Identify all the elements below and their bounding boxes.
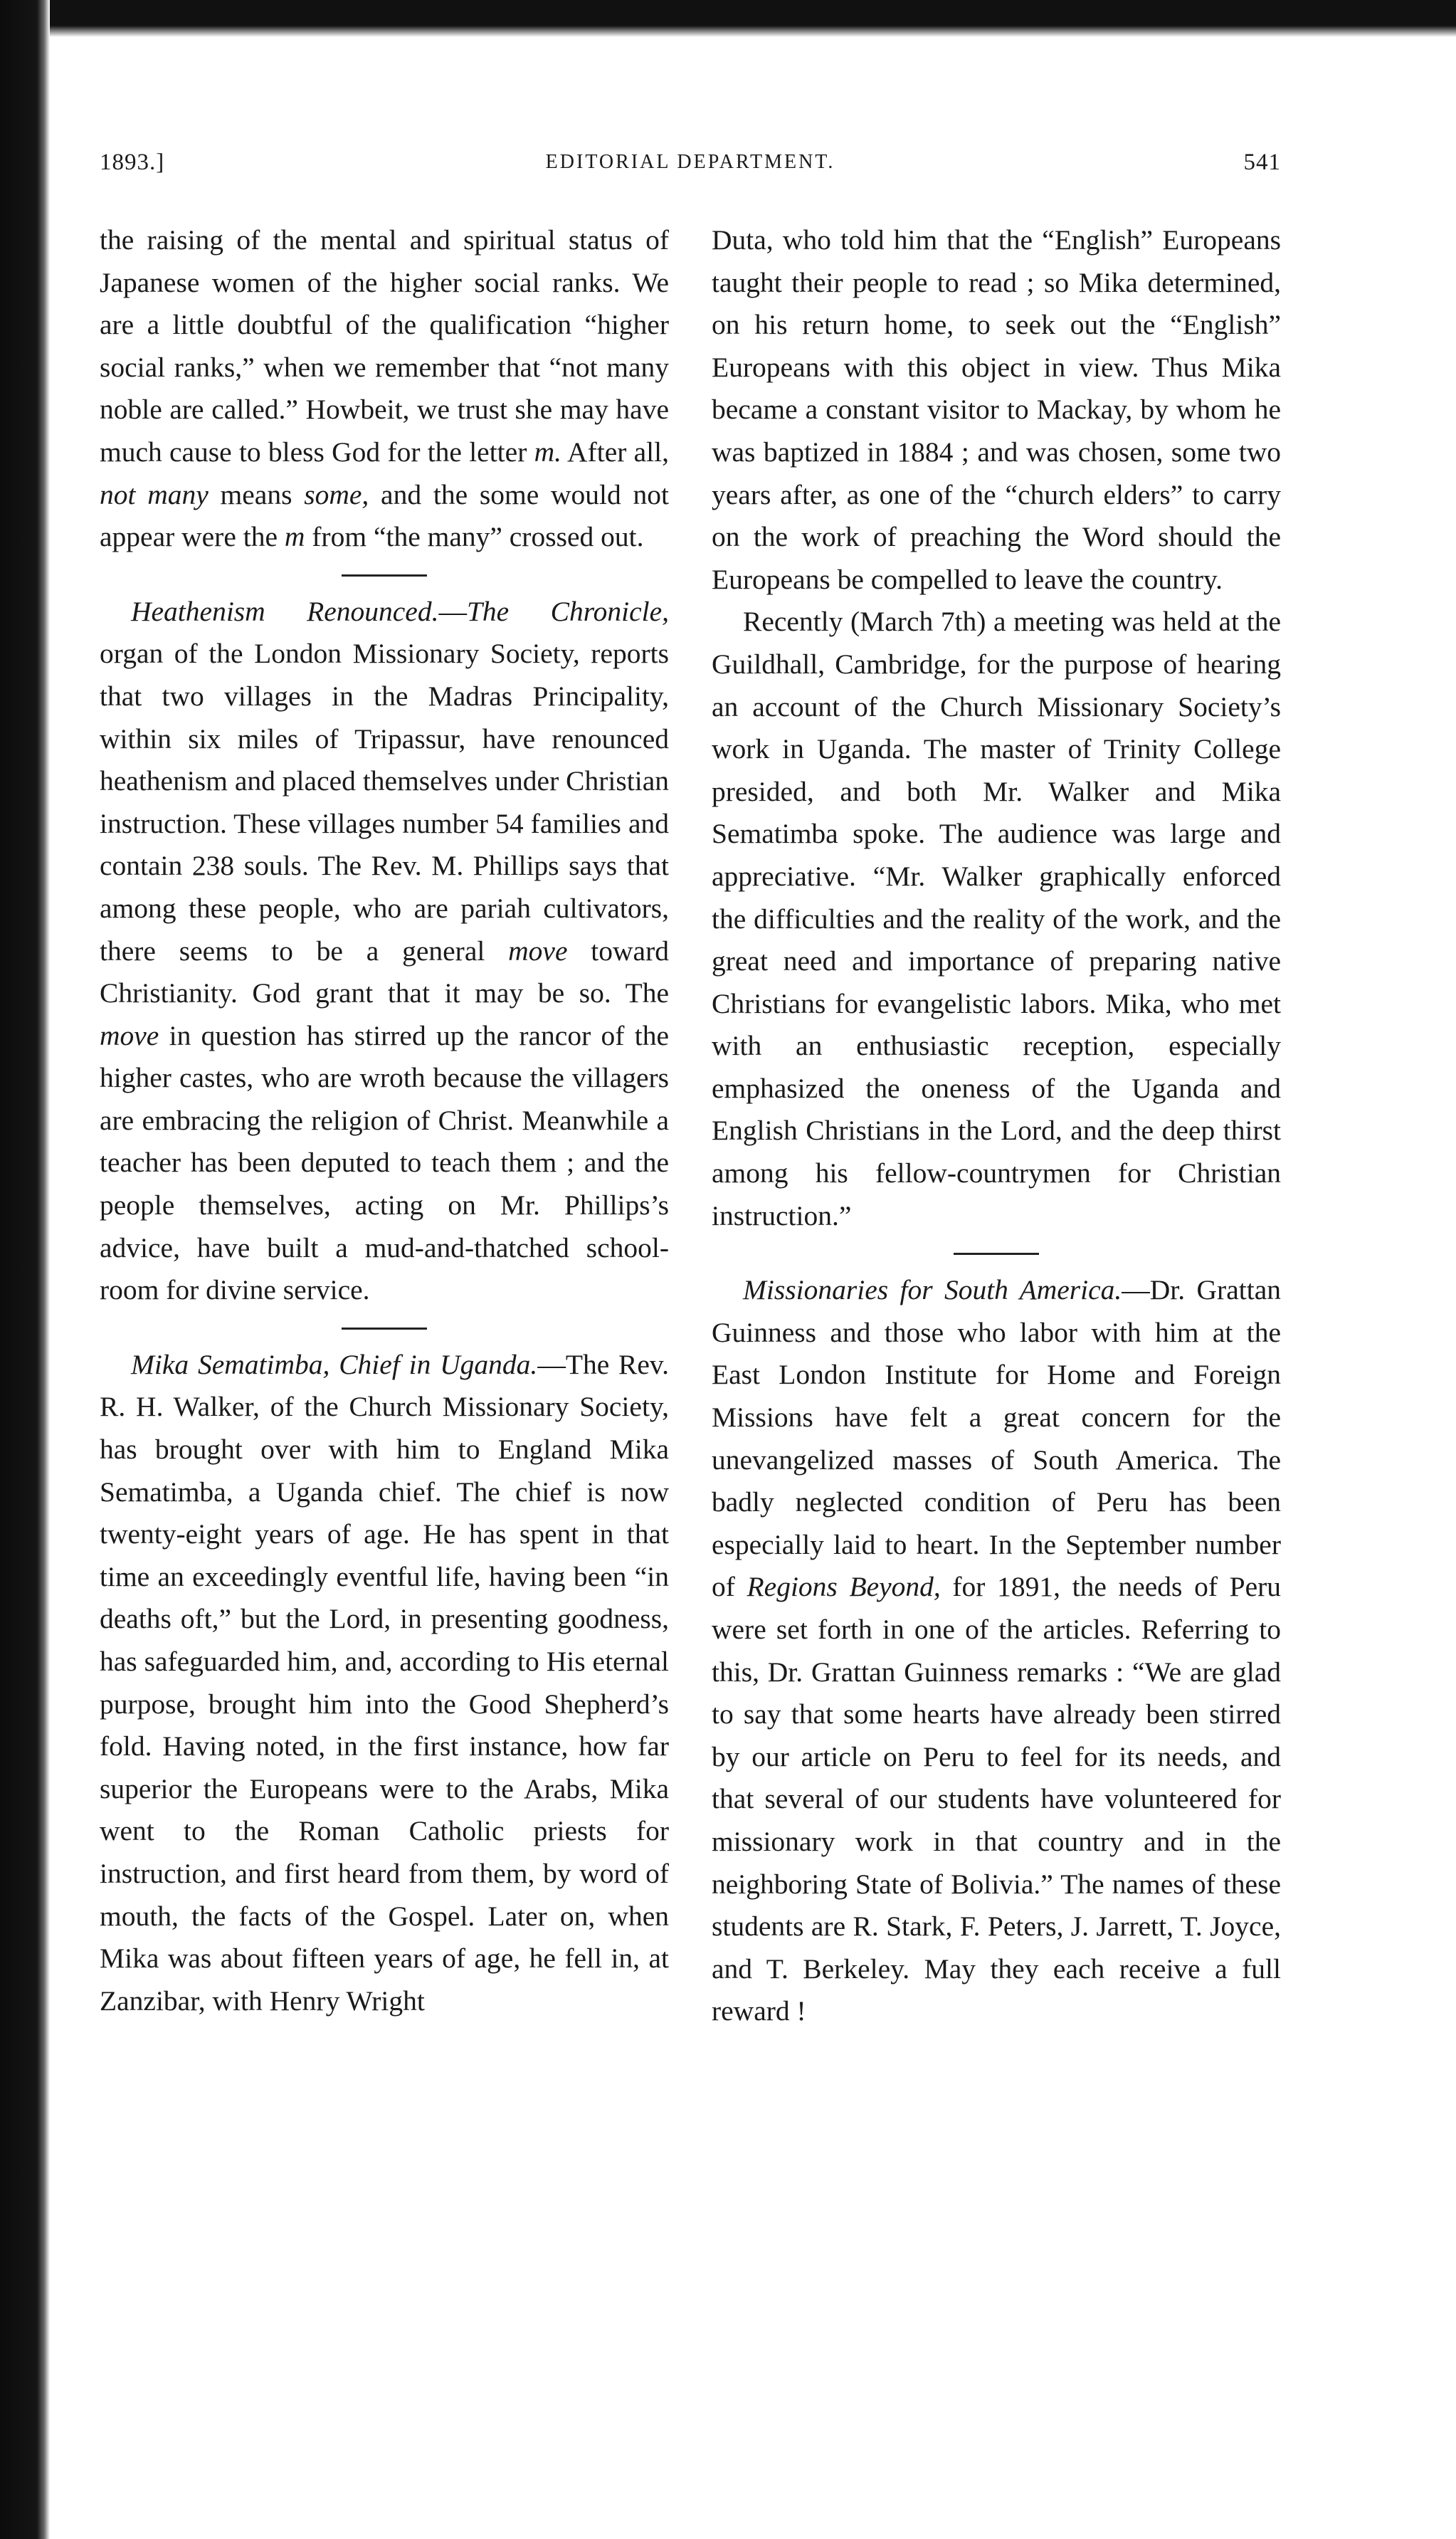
- running-head: [100, 142, 1281, 185]
- header-page-number: 541: [1243, 149, 1281, 175]
- section-divider: [342, 1328, 427, 1330]
- section-divider: [342, 574, 427, 577]
- page: [100, 142, 1282, 2027]
- paragraph-mika-continued: Duta, who told him that the “English” Europeans taught their people to read ; so Mika determined, on his return home, to seek out the “English” Europeans with this object in view. Thus Mika became a constant visitor to Mackay, by whom he was baptized in 1884 ; and was chosen, some two years after, as one of the “church elders” to carry on the work of preaching the Word should the Europeans be compelled to leave the country.: [712, 224, 1281, 595]
- paragraph-mika: Mika Sematimba, Chief in Uganda.—The Rev. R. H. Walker, of the Church Missionary Society, has brought over with him to England Mika Sematimba, a Uganda chief. The chief is now twenty-eight years of age. He has spent in that time an exceedingly eventful life, having been “in deaths oft,” but the Lord, in presenting goodness, has safeguarded him, and, according to His eternal purpose, brought him into the Good Shepherd’s fold. Having noted, in the first instance, how far superior the Europeans were to the Arabs, Mika went to the Roman Catholic priests for instruction, and first heard from them, by word of mouth, the facts of the Gospel. Later on, when Mika was about fifteen years of age, he fell in, at Zanzibar, with Henry Wright: [100, 1348, 669, 2017]
- header-title: EDITORIAL DEPARTMENT.: [545, 151, 835, 173]
- paragraph-japanese-women: the raising of the mental and spiritual status of Japanese women of the higher social ranks. We are a little doubtful of the qualification “higher social ranks,” when we remember that “not many noble are called.” Howbeit, we trust she may have much cause to bless God for the letter m. After all, not many means some, and the some would not appear were the m from “the many” crossed out.: [100, 224, 669, 553]
- heading-mika: Mika Sematimba, Chief in Uganda.: [131, 1348, 538, 1380]
- paragraph-heathenism: Heathenism Renounced.—The Chronicle, organ of the London Missionary Society, reports that two villages in the Madras Principality, within six miles of Tripassur, have renounced heathenism and placed themselves under Christian instruction. These villages number 54 families and contain 238 souls. The Rev. M. Phillips says that among these people, who are pariah cultivators, there seems to be a general move toward Christianity. God grant that it may be so. The move in question has stirred up the rancor of the higher castes, who are wroth because the villagers are embracing the religion of Christ. Meanwhile a teacher has been deputed to teach them ; and the people themselves, acting on Mr. Phillips’s advice, have built a mud-and-thatched school-room for divine service.: [100, 595, 669, 1306]
- section-divider: [954, 1253, 1039, 1255]
- heading-heathenism: Heathenism Renounced.: [131, 595, 439, 627]
- scan-border-top: [0, 0, 1456, 37]
- scan-border-left: [0, 0, 50, 2539]
- paragraph-cambridge-meeting: Recently (March 7th) a meeting was held at the Guildhall, Cambridge, for the purpose of hearing an account of the Church Missionary Society’s work in Uganda. The master of Trinity College presided, and both Mr. Walker and Mika Sematimba spoke. The audience was large and appreciative. “Mr. Walker graphically enforced the difficulties and the reality of the work, and the great need and importance of preparing native Christians for evangelistic labors. Mika, who met with an enthusiastic reception, especially emphasized the oneness of the Uganda and English Christians in the Lord, and the deep thirst among his fellow-countrymen for Christian instruction.”: [712, 606, 1281, 1231]
- header-year: 1893.]: [100, 149, 165, 175]
- left-column: [100, 219, 669, 2022]
- right-column: [712, 219, 1281, 2033]
- paragraph-south-america: Missionaries for South America.—Dr. Grattan Guinness and those who labor with him at the East London Institute for Home and Foreign Missions have felt a great concern for the unevangelized masses of South America. The badly neglected condition of Peru has been especially laid to heart. In the September number of Regions Beyond, for 1891, the needs of Peru were set forth in one of the articles. Referring to this, Dr. Grattan Guinness remarks : “We are glad to say that some hearts have already been stirred by our article on Peru to feel for its needs, and that several of our students have volunteered for missionary work in that country and in the neighboring State of Bolivia.” The names of these students are R. Stark, F. Peters, J. Jarrett, T. Joyce, and T. Berkeley. May they each receive a full reward !: [712, 1274, 1282, 2027]
- heading-missionaries: Missionaries for South America.: [743, 1274, 1122, 1306]
